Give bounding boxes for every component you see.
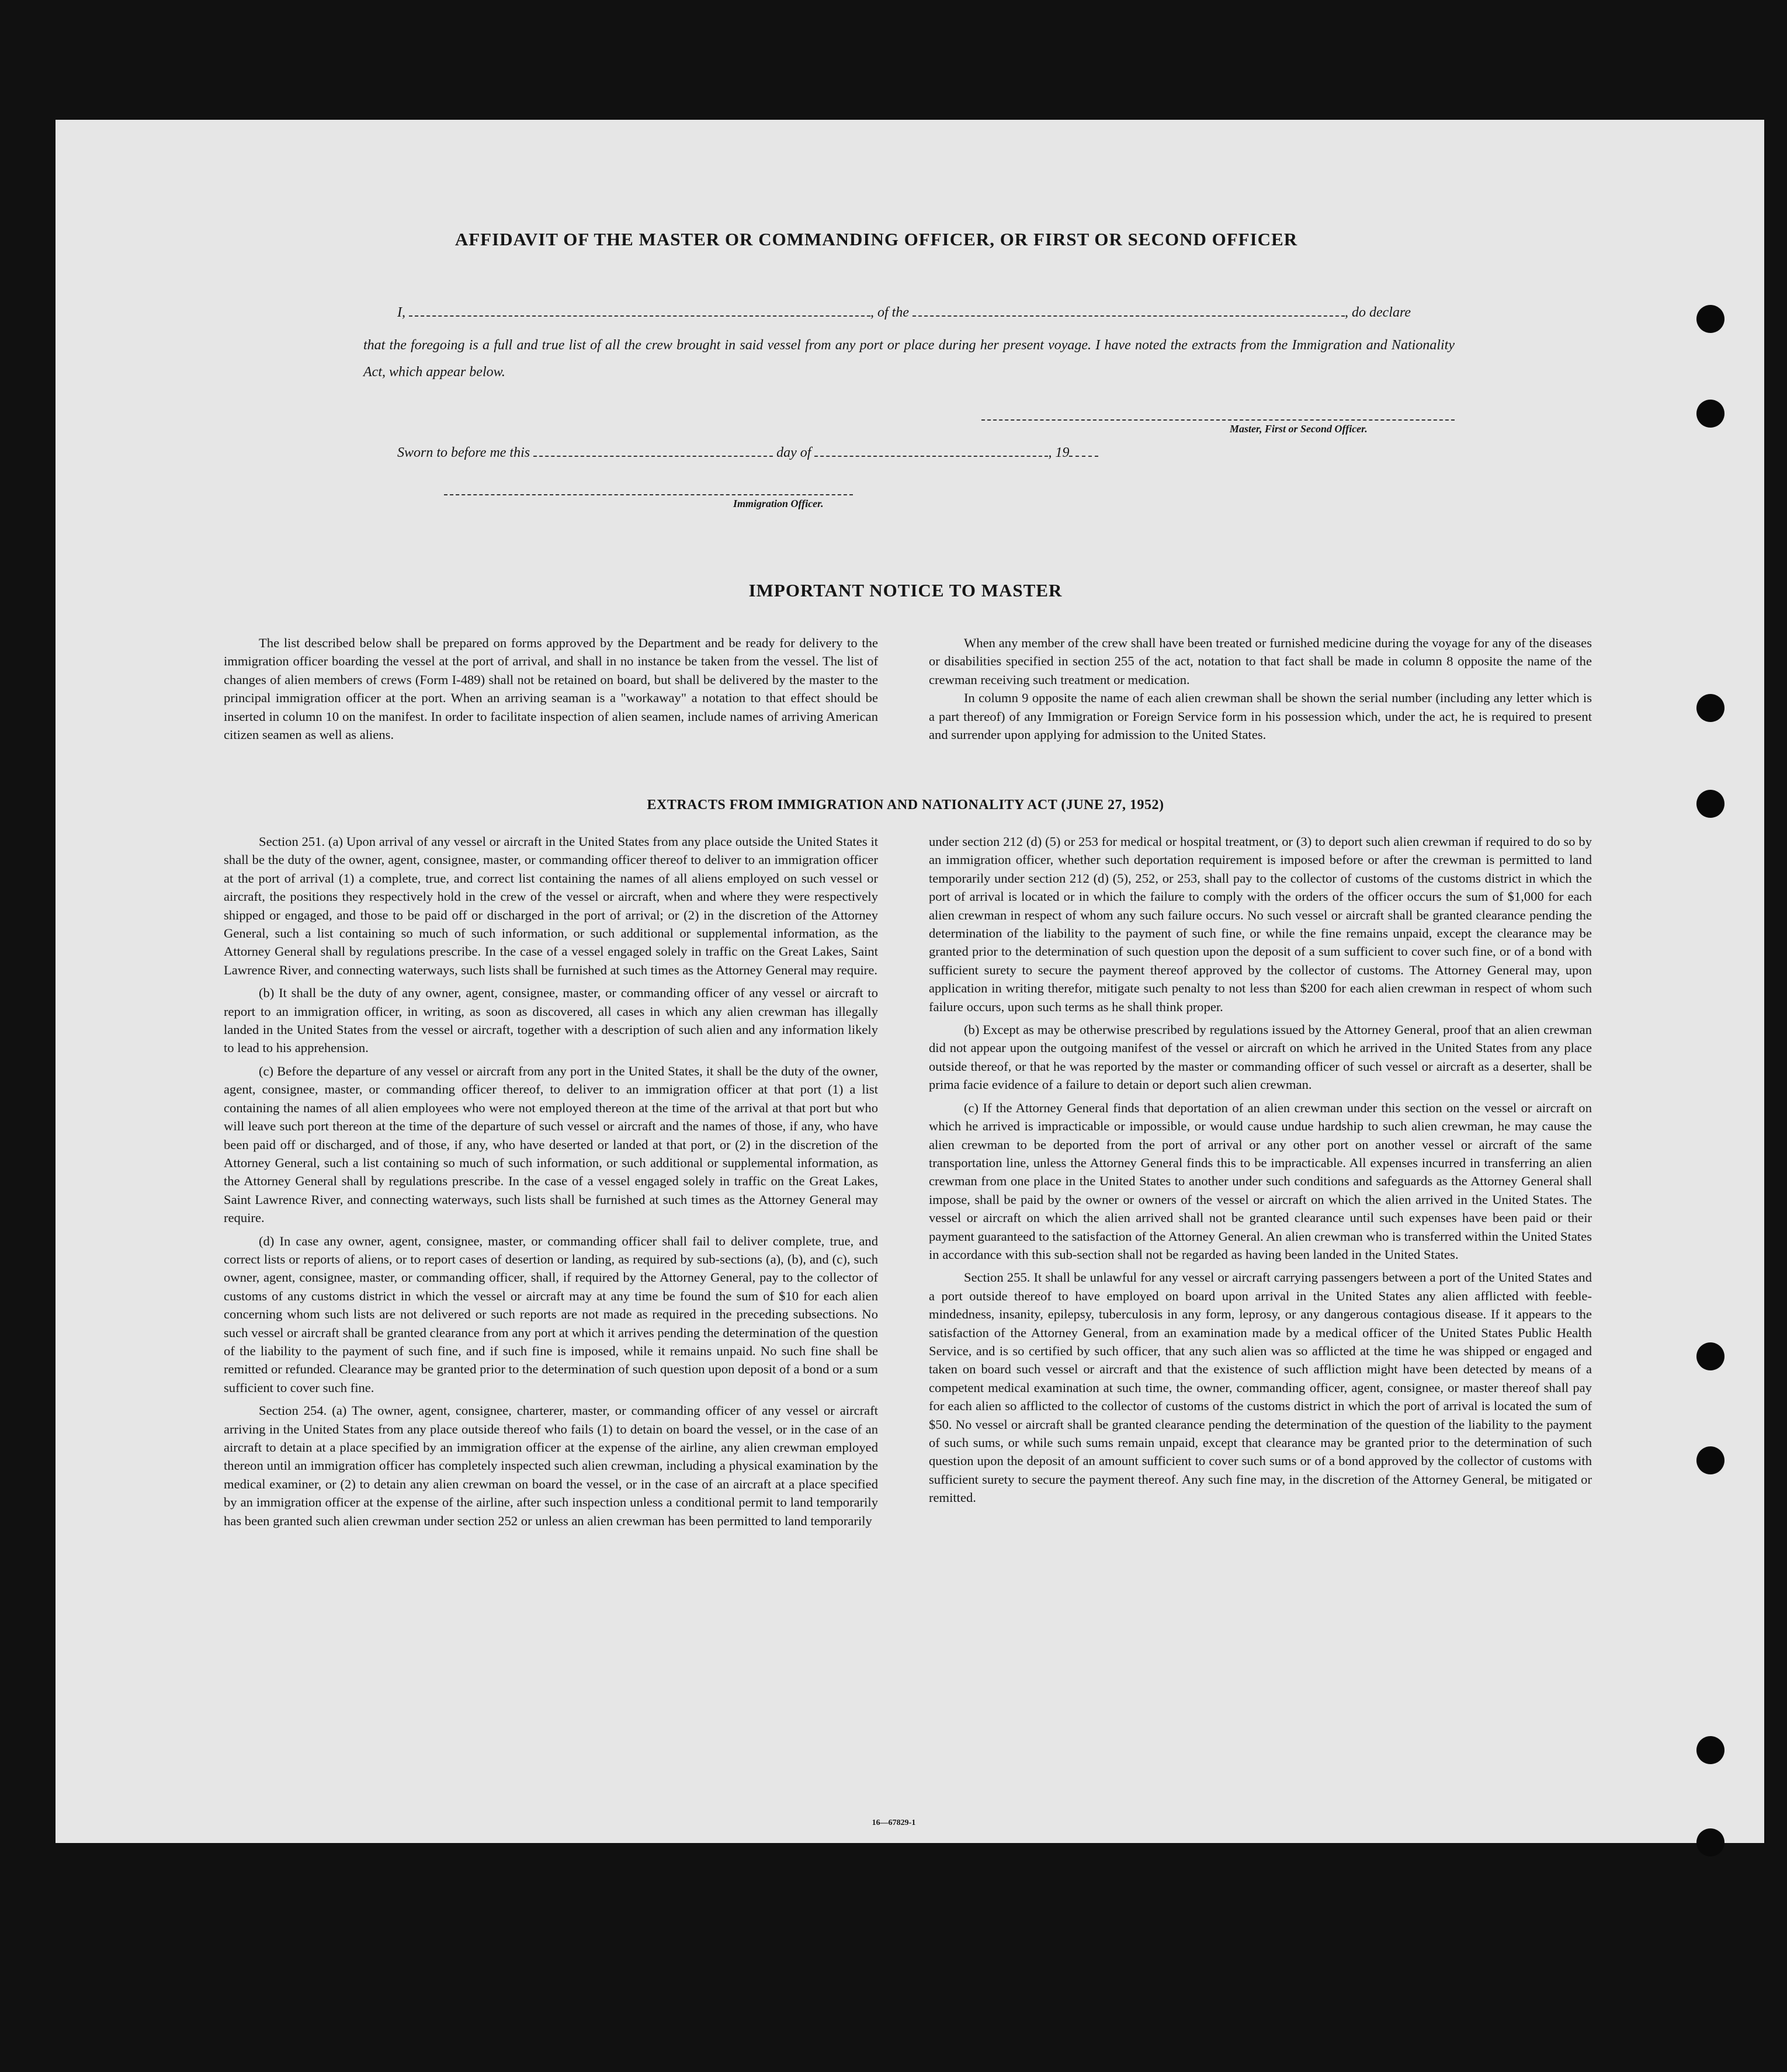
binder-hole [1696, 1446, 1724, 1474]
notice-right-column [929, 634, 1592, 744]
binder-hole [1696, 1736, 1724, 1764]
extracts-right-column [929, 832, 1592, 1507]
act-paragraph: (b) Except as may be otherwise prescribed by regulations issued by the Attorney General, proof that an alien crewman did not appear upon the outgoing manifest of the vessel or aircraft on which he arrived in the United States from any place outside thereof, or that he was reported by the master or commanding officer of such vessel or aircraft as a deserter, shall be prima facie evidence of a failure to detain or deport such alien crewman. [929, 1022, 1592, 1092]
sworn-line [397, 445, 1168, 461]
sworn-day-blank[interactable] [533, 455, 773, 457]
master-signature-line[interactable] [981, 419, 1455, 421]
act-paragraph: (b) It shall be the duty of any owner, agent, consignee, master, or commanding officer of any vessel or aircraft to report to an immigration officer, in writing, as soon as discovered, all cases in which any alien crewman has illegally landed in the United States from the vessel or aircraft, together with a description of such alien and any information likely to lead to his apprehension. [224, 985, 878, 1056]
binder-hole [1696, 1828, 1724, 1856]
binder-hole [1696, 1342, 1724, 1370]
do-declare-label: , do declare [1345, 305, 1411, 320]
act-paragraph: Section 255. It shall be unlawful for any vessel or aircraft carrying passengers between a port of the United States and a port outside thereof to have employed on board upon arrival in the United States any alien afflicted with feeble-mindedness, insanity, epilepsy, tuberculosis in any form, leprosy, or any dangerous contagious disease. If it appears to the satisfaction of the Attorney General, from an examination made by a medical officer of the United States Public Health Service, and is so certified by such officer, that any such alien was so afflicted at the time he was shipped or engaged and taken on board such vessel or aircraft and that the existence of such affliction might have been detected by means of a competent medical examination at such time, the owner, commanding officer, agent, consignee, or master thereof shall pay for each alien so afflicted to the collector of customs of the customs district in which the port of arrival is located the sum of $50. No vessel or aircraft shall be granted clearance pending the determination of the question of the liability to the payment of such sums, or while such sums remain unpaid, except that clearance may be granted prior to the determination of such question upon the deposit of an amount sufficient to cover such sums or of a bond approved by the collector of customs with sufficient surety to secure the payment thereof. Any such fine may, in the discretion of the Attorney General, be mitigated or remitted. [929, 1270, 1592, 1505]
extracts-left-column [224, 832, 878, 1530]
year-blank[interactable] [1069, 455, 1098, 457]
act-paragraph: Section 254. (a) The owner, agent, consignee, charterer, master, or commanding officer of any vessel or aircraft arriving in the United States from any place outside thereof who fails (1) to detain on board the vessel, or in the case of an aircraft to detain at a place specified by an immigration officer at the expense of the airline, any alien crewman employed thereon until an immigration officer has completely inspected such alien crewman, including a physical examination by the medical examiner, or (2) to detain any alien crewman on board the vessel, or in the case of an aircraft at a place specified by an immigration officer at the expense of the airline, after such inspection unless a conditional permit to land temporarily has been granted such alien crewman under section 252 or unless an alien crewman has been permitted to land temporarily [224, 1403, 878, 1528]
sworn-label: Sworn to before me this [397, 445, 530, 460]
act-paragraph: (c) Before the departure of any vessel or aircraft from any port in the United States, it shall be the duty of the owner, agent, consignee, master, or commanding officer thereof, to deliver to an immigration officer at that port (1) a list containing the names of all alien employees who were not employed thereon at the time of the arrival at that port but who will leave such port thereon at the time of the departure of such vessel or aircraft and the names of those, if any, who have been paid off or discharged, and of those, if any, who have deserted or landed at that port, or (2) in the discretion of the Attorney General, such a list containing so much of such information, or such additional or supplemental information, as the Attorney General shall by regulations prescribe. In the case of a vessel engaged solely in traffic on the Great Lakes, Saint Lawrence River, and connecting waterways, such lists shall be furnished at such times as the Attorney General may require. [224, 1063, 878, 1226]
binder-hole [1696, 790, 1724, 818]
notice-paragraph: The list described below shall be prepared on forms approved by the Department and be ready for delivery to the immigration officer boarding the vessel at the port of arrival, and shall in no instance be taken from the vessel. The list of changes of alien members of crews (Form I-489) shall not be retained on board, but shall be delivered by the master to the principal immigration officer at the port. When an arriving seaman is a "workaway" a notation to that effect should be inserted in column 10 on the manifest. In order to facilitate inspection of alien seamen, include names of arriving American citizen seamen as well as aliens. [224, 636, 878, 742]
act-paragraph: (d) In case any owner, agent, consignee, master, or commanding officer shall fail to deliver complete, true, and correct lists or reports of aliens, or to report cases of desertion or landing, as required by sub-sections (a), (b), and (c), such owner, agent, consignee, master, or commanding officer, shall, if required by the Attorney General, pay to the collector of customs of any customs district in which the vessel or aircraft may at any time be found the sum of $10 for each alien concerning whom such lists are not delivered or such reports are not made as required in the preceding subsections. No such vessel or aircraft shall be granted clearance from any port at which it arrives pending the determination of the question of the liability to the payment of such fine, and if such fine is imposed, while it remains unpaid. No such fine shall be remitted or refunded. Clearance may be granted prior to the determination of such question upon deposit of a bond or a sum sufficient to cover such fine. [224, 1233, 878, 1395]
notice-heading: IMPORTANT NOTICE TO MASTER [748, 580, 1063, 601]
vessel-blank[interactable] [912, 315, 1345, 317]
name-blank[interactable] [409, 315, 870, 317]
act-paragraph: under section 212 (d) (5) or 253 for medical or hospital treatment, or (3) to deport such alien crewman if required to do so by an immigration officer, whether such deportation requirement is imposed before or after the crewman is permitted to land temporarily under section 212 (d) (5), 252, or 253, shall pay to the collector of customs of the customs district in which the port of arrival is located or in which the failure to comply with the orders of the officer occurs the sum of $1,000 for each alien crewman in respect of whom any such failure occurs. No such vessel or aircraft shall be granted clearance pending the determination of the liability to the payment of such fine, or while the fine remains unpaid, except the clearance may be granted prior to the determination of such question upon the deposit of a sum sufficient to cover such fine, or of a bond with sufficient surety to secure the payment thereof approved by the collector of customs. The Attorney General may, upon application in writing therefor, mitigate such penalty to not less than $200 for each alien crewman in respect of whom such failure occurs, upon such terms as he shall think proper. [929, 834, 1592, 1014]
day-of-label: day of [776, 445, 811, 460]
binder-hole [1696, 305, 1724, 333]
notice-left-column [224, 634, 878, 744]
notice-paragraph: When any member of the crew shall have been treated or furnished medicine during the voyage for any of the diseases or disabilities specified in section 255 of the act, notation to that fact shall be made in column 8 opposite the name of the crewman receiving such treatment or medication. [929, 636, 1592, 687]
binder-hole [1696, 694, 1724, 722]
extracts-heading: EXTRACTS FROM IMMIGRATION AND NATIONALITY ACT (JUNE 27, 1952) [647, 797, 1164, 813]
declaration-line [397, 305, 1455, 321]
officer-caption: Immigration Officer. [733, 498, 824, 509]
affidavit-title: AFFIDAVIT OF THE MASTER OR COMMANDING OFFICER, OR FIRST OR SECOND OFFICER [454, 229, 1298, 249]
master-caption: Master, First or Second Officer. [1230, 423, 1368, 435]
binder-hole [1696, 400, 1724, 428]
of-the-label: , of the [870, 305, 909, 320]
form-number: 16—67829-1 [872, 1818, 916, 1827]
year-label: , 19 [1048, 445, 1070, 460]
i-label: I, [397, 305, 405, 320]
sworn-month-blank[interactable] [814, 455, 1048, 457]
affidavit-statement: that the foregoing is a full and true list of all the crew brought in said vessel from any port or place during her present voyage. I have noted the extracts from the Immigration and Nationality Act, which appear below. [363, 338, 1455, 380]
act-paragraph: (c) If the Attorney General finds that deportation of an alien crewman under this section on the vessel or aircraft on which he arrived is impracticable or impossible, or would cause undue hardship to such alien crewman, he may cause the alien crewman to be deported from the port of arrival or any other port on another vessel or aircraft of the same transportation line, unless the Attorney General finds this to be impracticable. All expenses incurred in transferring an alien crewman from one place in the United States to another under such conditions and safeguards as the Attorney General shall impose, shall be paid by the owner or owners of the vessel or aircraft on which the alien arrived in the United States. The vessel or aircraft on which the alien arrived shall not be granted clearance until such expenses have been paid or their payment guaranteed to the satisfaction of the Attorney General. An alien crewman who is transferred within the United States in accordance with this sub-section shall not be regarded as having been landed in the United States. [929, 1100, 1592, 1262]
act-paragraph: Section 251. (a) Upon arrival of any vessel or aircraft in the United States from any place outside the United States it shall be the duty of the owner, agent, consignee, master, or commanding officer thereof to deliver to an immigration officer at the port of arrival (1) a complete, true, and correct list containing the names of all aliens employed on such vessel or aircraft, the positions they respectively hold in the crew of the vessel or aircraft, when and where they were respectively shipped or engaged, and those to be paid off or discharged in the port of arrival; or (2) in the discretion of the Attorney General, such a list containing so much of such information, or such additional or supplemental information, as the Attorney General shall by regulations prescribe. In the case of a vessel engaged solely in traffic on the Great Lakes, Saint Lawrence River, and connecting waterways, such lists shall be furnished at such times as the Attorney General may require. [224, 834, 878, 977]
notice-paragraph: In column 9 opposite the name of each alien crewman shall be shown the serial number (including any letter which is a part thereof) of any Immigration or Foreign Service form in his possession which, under the act, he is required to present and surrender upon applying for admission to the United States. [929, 690, 1592, 742]
officer-signature-line[interactable] [444, 494, 853, 495]
